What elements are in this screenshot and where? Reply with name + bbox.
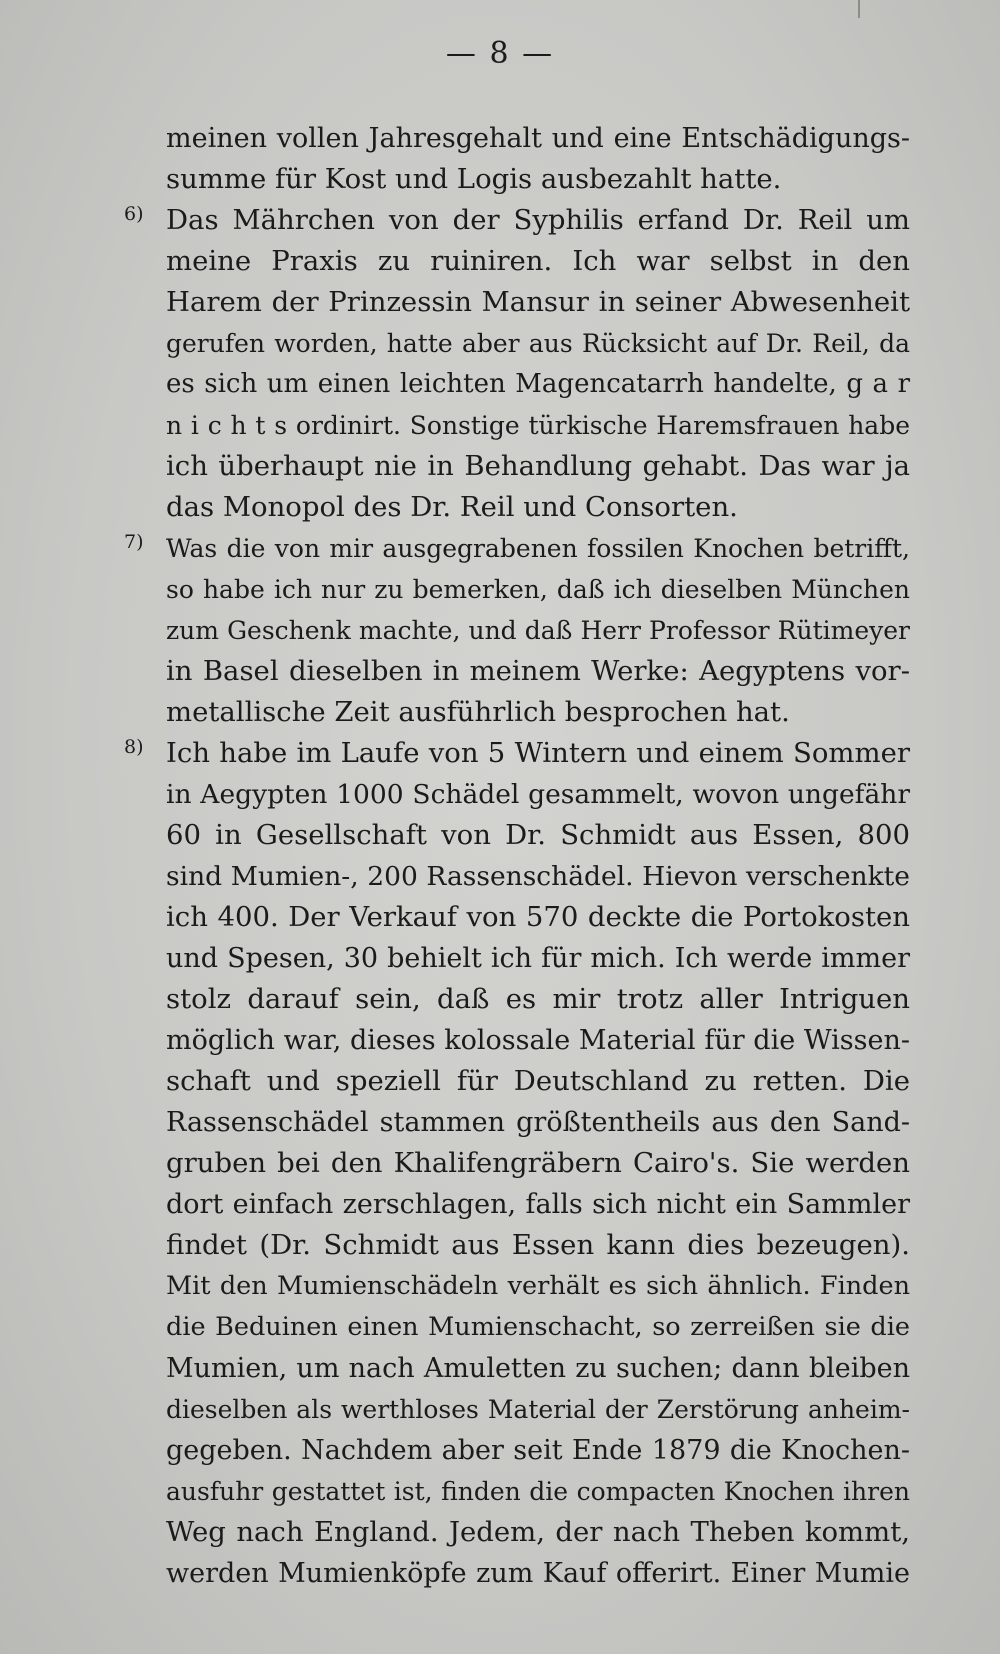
- line-text: gegeben. Nachdem aber seit Ende 1879 die Knochen-: [166, 1435, 910, 1466]
- text-line: [166, 487, 910, 528]
- text-line: [166, 1184, 910, 1225]
- text-line: [166, 446, 910, 487]
- line-text: Was die von mir ausgegrabenen fossilen Knochen betrifft,: [166, 534, 910, 563]
- line-text: dort einfach zerschlagen, falls sich nicht ein Sammler: [166, 1189, 910, 1220]
- text-line: [166, 774, 910, 815]
- text-line: [166, 241, 910, 282]
- line-text: Das Mährchen von der Syphilis erfand Dr. Reil um: [166, 204, 910, 236]
- line-text: Mumien, um nach Amuletten zu suchen; dann bleiben: [166, 1353, 910, 1384]
- text-line: [166, 815, 910, 856]
- text-line: [166, 610, 910, 651]
- text-line: [166, 1061, 910, 1102]
- line-text: ich überhaupt nie in Behandlung gehabt. Das war ja: [166, 450, 910, 482]
- line-text: Weg nach England. Jedem, der nach Theben kommt,: [166, 1516, 910, 1548]
- text-line: [166, 1471, 910, 1512]
- text-line: [166, 364, 910, 405]
- line-text: die Beduinen einen Mumienschacht, so zerreißen sie die: [166, 1312, 910, 1342]
- footnote-marker: 8): [124, 736, 144, 758]
- line-text: 60 in Gesellschaft von Dr. Schmidt aus Essen, 800: [166, 819, 910, 851]
- line-text: und Spesen, 30 behielt ich für mich. Ich werde immer: [166, 943, 910, 974]
- text-line: [166, 938, 910, 979]
- line-text: Ich habe im Laufe von 5 Wintern und einem Sommer: [166, 737, 910, 769]
- line-text: gruben bei den Khalifengräbern Cairo's. Sie werden: [166, 1147, 910, 1179]
- line-text: meinen vollen Jahresgehalt und eine Entschädigungs-: [166, 123, 910, 154]
- text-line: [166, 323, 910, 364]
- text-line: [166, 1020, 910, 1061]
- line-text: das Monopol des Dr. Reil und Consorten.: [166, 491, 738, 523]
- text-line: [166, 405, 910, 446]
- text-line: [166, 1102, 910, 1143]
- line-text: Harem der Prinzessin Mansur in seiner Abwesenheit: [166, 286, 910, 318]
- line-text: in Basel dieselben in meinem Werke: Aegyptens vor-: [166, 655, 910, 687]
- line-text: schaft und speziell für Deutschland zu retten. Die: [166, 1065, 910, 1097]
- footnote-marker: 6): [124, 203, 144, 225]
- text-line: [166, 1225, 910, 1266]
- line-text: werden Mumienköpfe zum Kauf offerirt. Einer Mumie: [166, 1558, 910, 1589]
- line-text: summe für Kost und Logis ausbezahlt hatte.: [166, 163, 782, 195]
- text-line: [124, 528, 910, 569]
- line-text: möglich war, dieses kolossale Material für die Wissen-: [166, 1025, 910, 1056]
- text-line: [166, 282, 910, 323]
- text-line: [166, 1512, 910, 1553]
- line-text: gerufen worden, hatte aber aus Rücksicht auf Dr. Reil, da: [166, 329, 910, 358]
- line-text: in Aegypten 1000 Schädel gesammelt, wovon ungefähr: [166, 779, 910, 810]
- line-text: sind Mumien-, 200 Rassenschädel. Hievon verschenkte: [166, 861, 910, 892]
- text-line: [124, 200, 910, 241]
- text-line: [166, 1430, 910, 1471]
- text-line: [166, 118, 910, 159]
- text-line: [166, 651, 910, 692]
- line-text: findet (Dr. Schmidt aus Essen kann dies bezeugen).: [166, 1229, 910, 1261]
- line-text: dieselben als werthloses Material der Zerstörung anheim-: [166, 1395, 910, 1424]
- page-edge-mark: [858, 0, 860, 18]
- text-line: [166, 1266, 910, 1307]
- text-line: [166, 1348, 910, 1389]
- line-text: ausfuhr gestattet ist, finden die compacten Knochen ihren: [166, 1477, 910, 1506]
- line-text: stolz darauf sein, daß es mir trotz aller Intriguen: [166, 983, 910, 1015]
- line-text: meine Praxis zu ruiniren. Ich war selbst in den: [166, 245, 910, 277]
- line-text: zum Geschenk machte, und daß Herr Professor Rütimeyer: [166, 616, 910, 645]
- line-text: ich 400. Der Verkauf von 570 deckte die Portokosten: [166, 901, 910, 933]
- text-line: [166, 1307, 910, 1348]
- line-text: es sich um einen leichten Magencatarrh handelte, g a r: [166, 369, 910, 399]
- text-line: [166, 569, 910, 610]
- page-number: — 8 —: [445, 36, 555, 71]
- footnote-marker: 7): [124, 531, 144, 553]
- text-line: [124, 733, 910, 774]
- body-text: [124, 118, 910, 1594]
- text-line: [166, 856, 910, 897]
- line-text: so habe ich nur zu bemerken, daß ich dieselben München: [166, 575, 910, 604]
- line-text: metallische Zeit ausführlich besprochen hat.: [166, 696, 790, 728]
- line-text: Mit den Mumienschädeln verhält es sich ähnlich. Finden: [166, 1271, 910, 1301]
- text-line: [166, 159, 910, 200]
- line-text: n i c h t s ordinirt. Sonstige türkische Haremsfrauen habe: [166, 411, 910, 440]
- text-line: [166, 897, 910, 938]
- text-line: [166, 1389, 910, 1430]
- text-line: [166, 692, 910, 733]
- text-line: [166, 979, 910, 1020]
- line-text: Rassenschädel stammen größtentheils aus den Sand-: [166, 1107, 910, 1138]
- text-line: [166, 1553, 910, 1594]
- text-line: [166, 1143, 910, 1184]
